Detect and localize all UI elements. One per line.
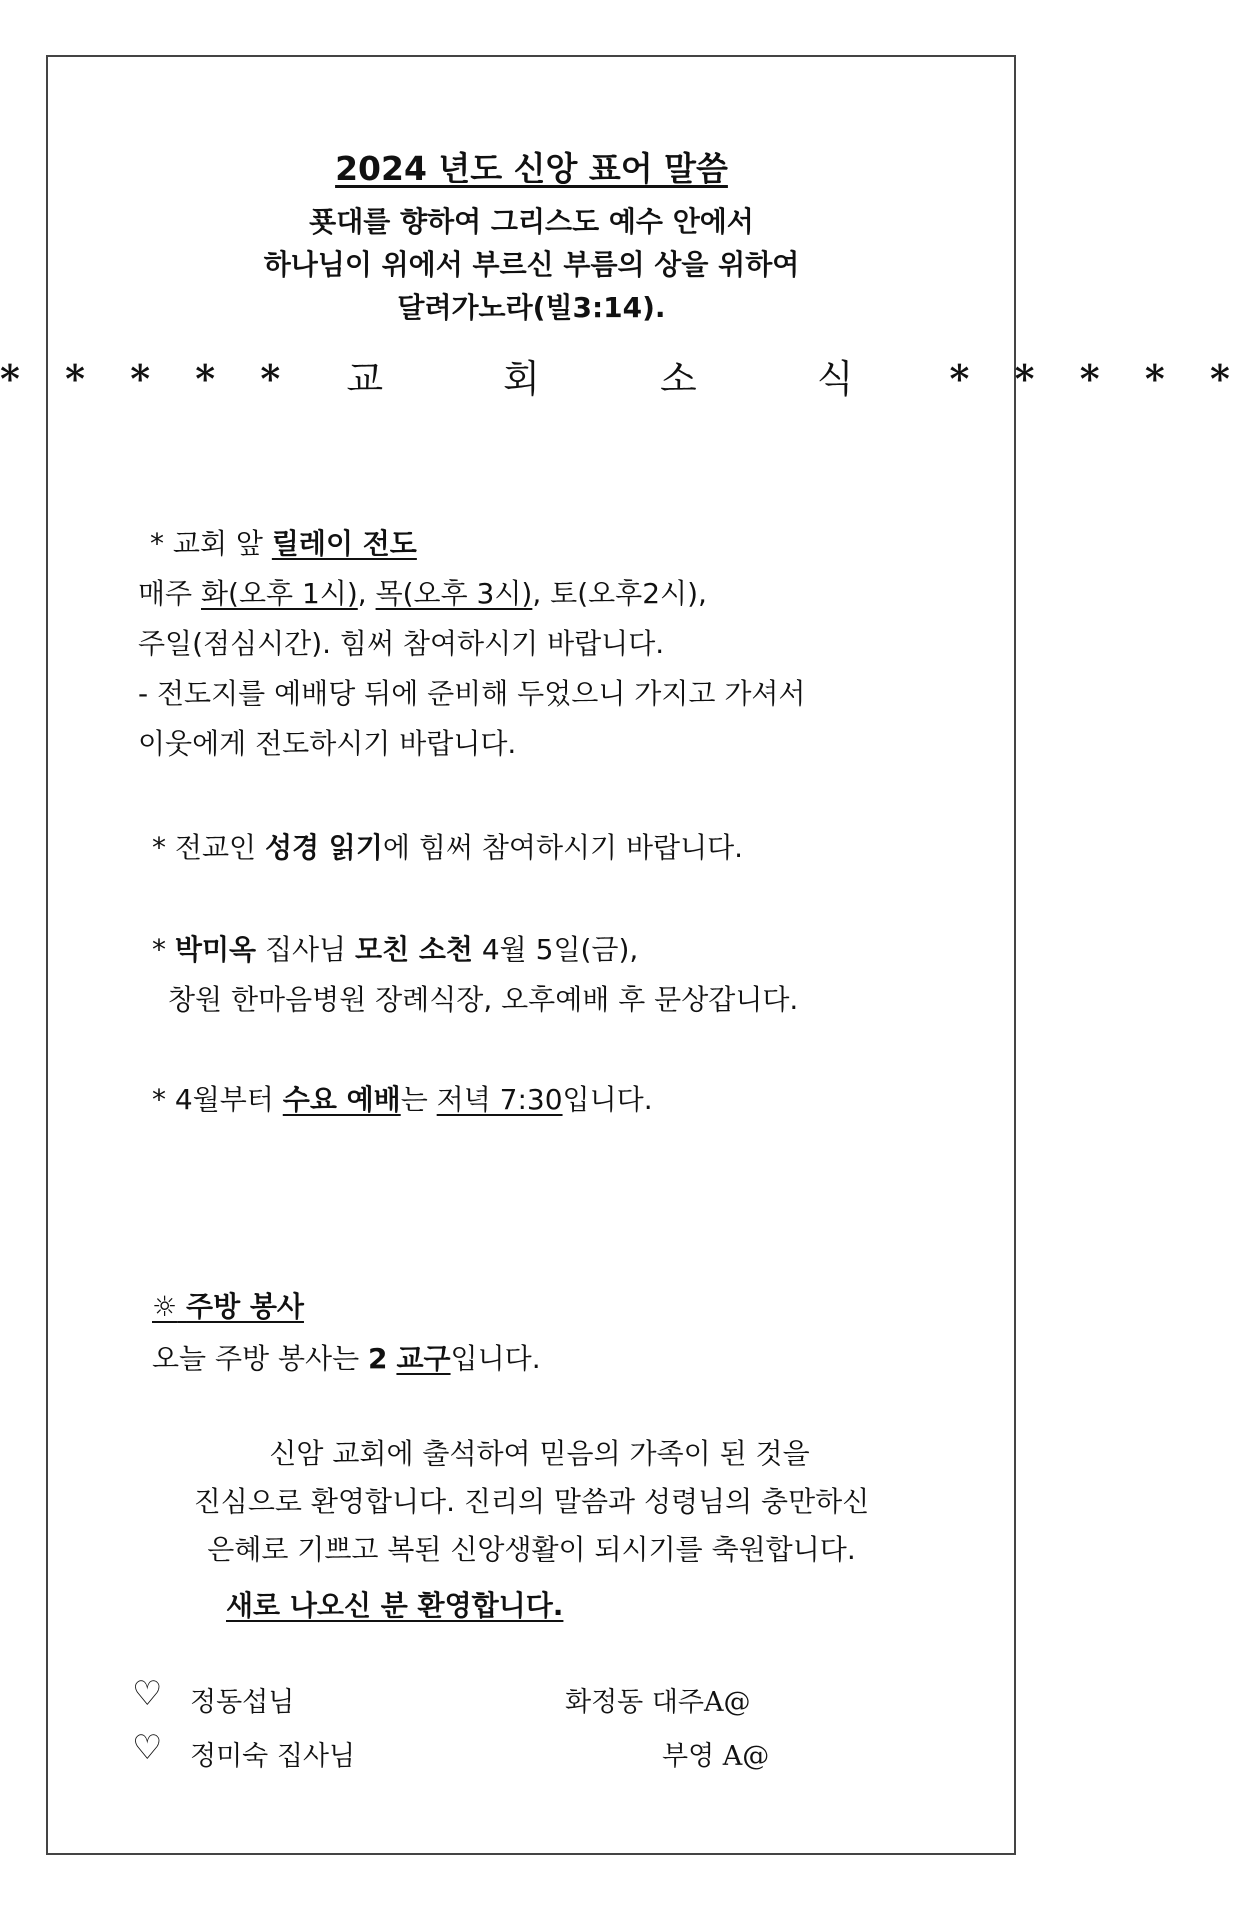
- kitchen-duty: [152, 1337, 541, 1377]
- schedule-tue: 화(오후 1시): [201, 577, 358, 610]
- wednesday-time: 저녁 7:30: [436, 1083, 563, 1116]
- relay-heading: [150, 522, 417, 562]
- relay-highlight: 릴레이 전도: [271, 527, 417, 560]
- bible-reading-notice: [152, 826, 743, 866]
- motto-line-2: 하나님이 위에서 부르신 부름의 상을 위하여: [263, 248, 800, 281]
- condolence-line-2: 창원 한마음병원 장례식장, 오후예배 후 문상갑니다.: [168, 983, 799, 1016]
- relay-lead: 교회 앞: [172, 527, 272, 560]
- relay-line-3: 주일(점심시간). 힘써 참여하시기 바랍니다.: [138, 627, 665, 660]
- member-name: 정미숙 집사님: [190, 1741, 356, 1772]
- sun-icon: ☼: [152, 1290, 178, 1323]
- heart-icon: ♡: [132, 1674, 163, 1714]
- kitchen-heading: [152, 1285, 304, 1325]
- kitchen-num: 2: [368, 1342, 388, 1375]
- condolence-name: 박미옥: [174, 933, 257, 966]
- member-name: 정동섭님: [190, 1687, 295, 1718]
- condolence-title: 집사님: [256, 933, 356, 966]
- bible-highlight: 성경 읽기: [264, 831, 383, 864]
- kitchen-post: 입니다.: [450, 1342, 541, 1375]
- new-members-title: 새로 나오신 분 환영합니다.: [226, 1589, 564, 1622]
- welcome-line-2: 진심으로 환영합니다. 진리의 말씀과 성령님의 충만하신: [193, 1485, 870, 1518]
- motto-line-3: 달려가노라(빌3:14).: [397, 291, 666, 324]
- wednesday-mid: 는: [400, 1083, 437, 1116]
- welcome-line-3: 은혜로 기쁘고 복된 신앙생활이 되시기를 축원합니다.: [207, 1533, 856, 1566]
- wednesday-post: 입니다.: [562, 1083, 653, 1116]
- motto-line-1: 푯대를 향하여 그리스도 예수 안에서: [309, 205, 754, 238]
- schedule-pre: 매주: [138, 577, 201, 610]
- kitchen-title: 주방 봉사: [186, 1290, 304, 1323]
- motto-title: 2024 년도 신앙 표어 말씀: [335, 149, 728, 188]
- church-news-banner: [0, 348, 1246, 403]
- welcome-line-1: 신암 교회에 출석하여 믿음의 가족이 된 것을: [269, 1437, 810, 1470]
- wednesday-service-notice: [152, 1078, 653, 1118]
- banner-stars-right: * * * * *: [949, 356, 1246, 401]
- condolence-pre: *: [152, 933, 175, 966]
- bible-post: 에 힘써 참여하시기 바랍니다.: [382, 831, 744, 864]
- bullet: *: [150, 527, 173, 560]
- banner-title: 교 회 소 식: [346, 357, 908, 401]
- kitchen-group: 교구: [396, 1342, 451, 1375]
- schedule-sat: , 토(오후2시),: [532, 577, 707, 610]
- banner-stars-left: * * * * *: [0, 356, 297, 401]
- bible-pre: * 전교인: [152, 831, 265, 864]
- kitchen-pre: 오늘 주방 봉사는: [152, 1342, 369, 1375]
- wednesday-pre: * 4월부터: [152, 1083, 283, 1116]
- condolence-date: 4월 5일(금),: [472, 933, 639, 966]
- heart-icon: ♡: [132, 1728, 163, 1768]
- condolence-event: 모친 소천: [355, 933, 473, 966]
- schedule-sep: ,: [357, 577, 376, 610]
- member-address: 화정동 대주A@: [565, 1687, 751, 1718]
- relay-schedule: [138, 572, 707, 612]
- wednesday-service: 수요 예배: [282, 1083, 401, 1116]
- relay-line-4: - 전도지를 예배당 뒤에 준비해 두었으니 가지고 가셔서: [138, 677, 806, 710]
- relay-line-5: 이웃에게 전도하시기 바랍니다.: [138, 727, 517, 760]
- member-address: 부영 A@: [662, 1741, 770, 1772]
- condolence-notice: [152, 928, 638, 968]
- schedule-thu: 목(오후 3시): [375, 577, 533, 610]
